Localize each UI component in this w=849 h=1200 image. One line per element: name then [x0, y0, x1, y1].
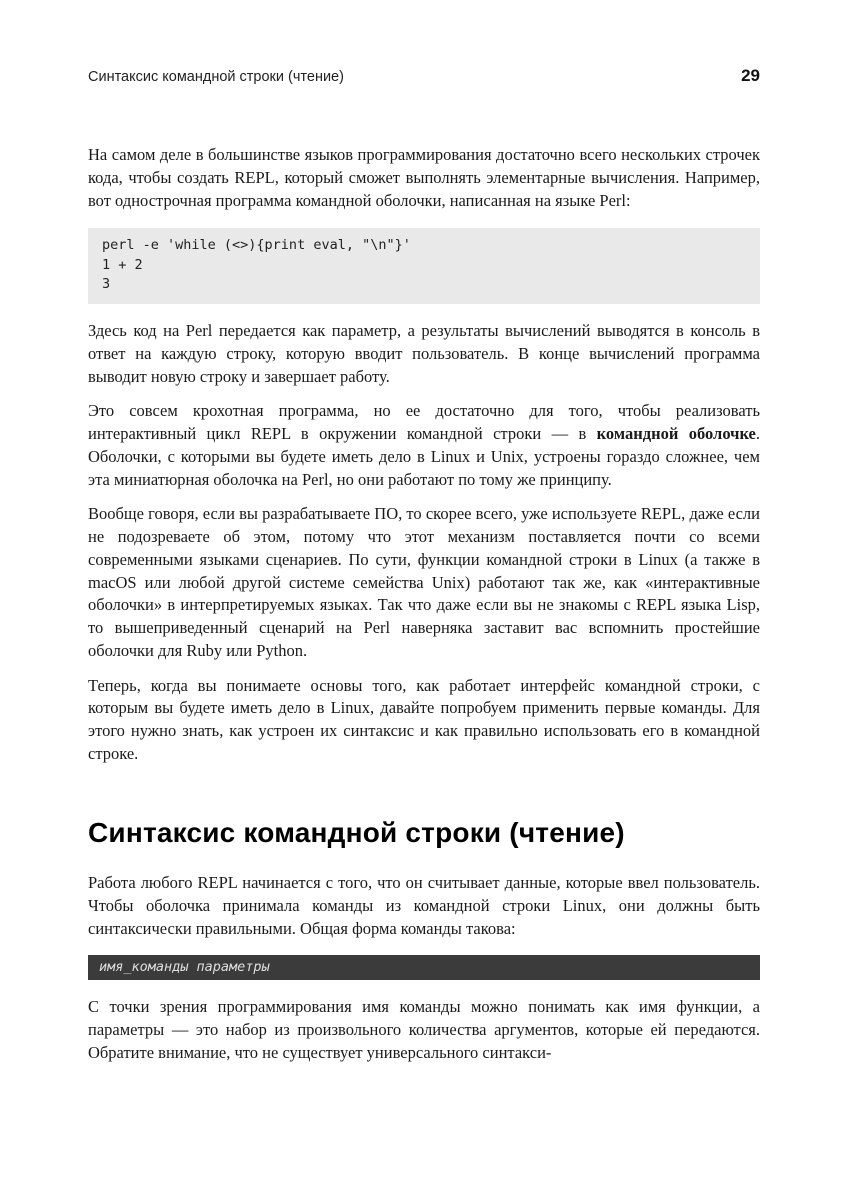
- running-head-title: Синтаксис командной строки (чтение): [88, 69, 344, 85]
- command-syntax-bar: имя_команды параметры: [88, 955, 760, 981]
- bold-term-command-shell: командной оболочке: [596, 424, 756, 444]
- paragraph-repl-reading: Работа любого REPL начинается с того, что он считывает данные, которые ввел пользователь. Чтобы оболочка принимала команды из командной строки Linux, они должны быть синтаксически правильными. Общая форма команды такова:: [88, 873, 760, 938]
- paragraph-shell-intro: [88, 400, 760, 491]
- paragraph-repl-everywhere: Вообще говоря, если вы разрабатываете ПО, то скорее всего, уже используете REPL, даже если не подозреваете об этом, потому что этот механизм поставляется почти со всеми современными языками сценариев. По сути, функции командной строки в Linux (а также в macOS или любой другой системе семейства Unix) работают так же, как «интерактивные оболочки» в интерпретируемых языках. Так что даже если вы не знакомы с REPL языка Lisp, то вышеприведенный сценарий на Perl наверняка заставит вас вспомнить простейшие оболочки для Ruby или Python.: [88, 504, 760, 660]
- code-block-perl-repl: [88, 228, 760, 304]
- paragraph-shell-intro-part2: . Оболочки, с которыми вы будете иметь дело в Linux и Unix, устроены гораздо сложнее, чем эта миниатюрная оболочка на Perl, но они работают по тому же принципу.: [88, 424, 760, 489]
- paragraph-intro-repl: На самом деле в большинстве языков программирования достаточно всего нескольких строчек кода, чтобы создать REPL, который сможет выполнять элементарные вычисления. Например, вот однострочная программа командной оболочки, написанная на языке Perl:: [88, 145, 760, 210]
- section-heading-syntax: Синтаксис командной строки (чтение): [88, 816, 625, 848]
- paragraph-command-as-function: С точки зрения программирования имя команды можно понимать как имя функции, а параметры — это набор из произвольного количества аргументов, которые ей передаются. Обратите внимание, что не существует универсального синтакси-: [88, 997, 760, 1062]
- code-line: 3: [102, 276, 111, 293]
- code-line: perl -e 'while (<>){print eval, "\n"}': [102, 237, 411, 254]
- page-number: 29: [741, 66, 760, 85]
- running-head: [88, 66, 760, 86]
- page-body: [88, 144, 760, 1065]
- code-line: 1 + 2: [102, 256, 143, 273]
- paragraph-shell-intro-part1: Это совсем крохотная программа, но ее достаточно для того, чтобы реализовать интерактивный цикл REPL в окружении командной строки — в: [88, 401, 760, 444]
- paragraph-first-commands: Теперь, когда вы понимаете основы того, как работает интерфейс командной строки, с которым вы будете иметь дело в Linux, давайте попробуем применить первые команды. Для этого нужно знать, как устроен их синтаксис и как правильно использовать его в командной строке.: [88, 675, 760, 763]
- paragraph-perl-explanation: Здесь код на Perl передается как параметр, а результаты вычислений выводятся в консоль в ответ на каждую строку, которую вводит пользователь. В конце вычислений программа выводит новую строку и завершает работу.: [88, 320, 760, 386]
